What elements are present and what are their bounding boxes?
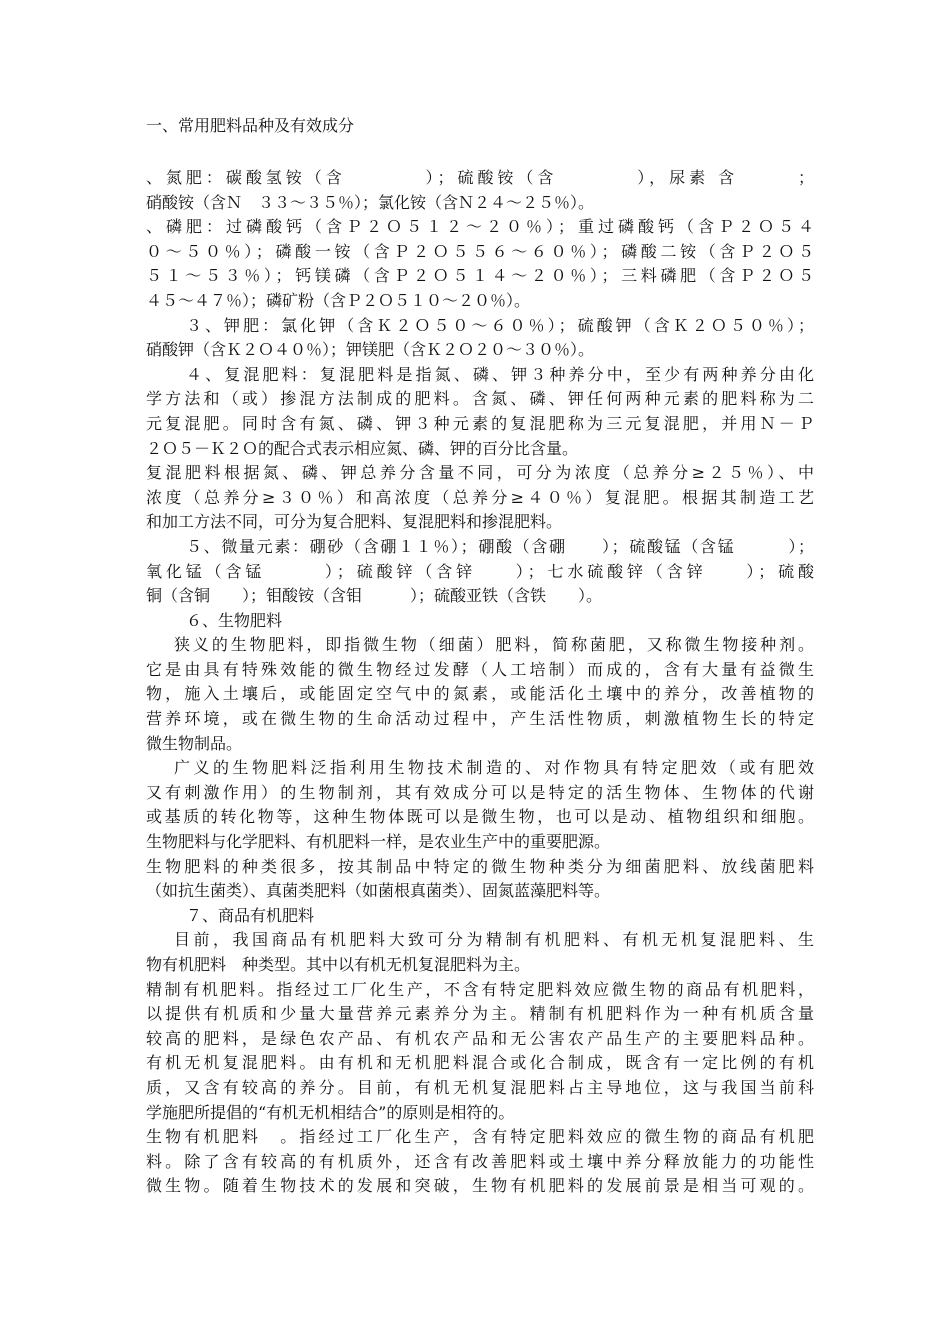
text-line: 以提供有机质和少量大量营养元素养分为主。精制有机肥料作为一种有机质含量	[146, 1004, 814, 1024]
text-line: 又有刺激作用）的生物制剂，其有效成分可以是特定的活生物体、生物体的代谢	[146, 782, 814, 802]
text-line: 复混肥料根据氮、磷、钾总养分含量不同，可分为浓度（总养分≥２５％）、中	[146, 463, 814, 483]
text-line: ５、微量元素：硼砂（含硼１１％）；硼酸（含硼 ）；硫酸锰（含锰 ）；	[186, 536, 814, 556]
text-line: 浓度（总养分≥３０％）和高浓度（总养分≥４０％）复混肥。根据其制造工艺	[146, 487, 814, 507]
text-line: 精制有机肥料。指经过工厂化生产，不含有特定肥料效应微生物的商品有机肥料，	[146, 979, 814, 999]
text-line: ５１～５３％）；钙镁磷（含Ｐ２Ｏ５１４～２０％）；三料磷肥（含Ｐ２Ｏ５	[146, 266, 814, 286]
text-line: 元复混肥。同时含有氮、磷、钾３种元素的复混肥称为三元复混肥，并用Ｎ－Ｐ	[146, 413, 814, 433]
text-line: 、氮肥：碳酸氢铵（含 ）；硫酸铵（含 ），尿素 含 ；	[146, 168, 814, 187]
text-line: 有机无机复混肥料。由有机和无机肥料混合或化合制成，既含有一定比例的有机	[146, 1053, 814, 1073]
text-line: 、磷肥：过磷酸钙（含Ｐ２Ｏ５１２～２０％）；重过磷酸钙（含Ｐ２Ｏ５４	[146, 217, 814, 237]
text-line: 学方法和（或）掺混方法制成的肥料。含氮、磷、钾任何两种元素的肥料称为二	[146, 389, 814, 409]
text-line: 生物有机肥料 。指经过工厂化生产，含有特定肥料效应的微生物的商品有机肥	[146, 1127, 814, 1147]
text-line: 狭义的生物肥料，即指微生物（细菌）肥料，简称菌肥，又称微生物接种剂。	[174, 635, 814, 655]
text-line: ４、复混肥料：复混肥料是指氮、磷、钾３种养分中，至少有两种养分由化	[186, 364, 814, 384]
text-line: 质，又含有较高的养分。目前，有机无机复混肥料占主导地位，这与我国当前科	[146, 1077, 814, 1097]
text-line: （如抗生菌类）、真菌类肥料（如菌根真菌类）、固氮蓝藻肥料等。	[146, 881, 611, 901]
text-line: ３、钾肥：氯化钾（含Ｋ２Ｏ５０～６０％）；硫酸钾（含Ｋ２Ｏ５０％）；	[186, 315, 814, 335]
document-title: 一、常用肥料品种及有效成分	[146, 116, 355, 135]
text-line: 和加工方法不同，可分为复合肥料、复混肥料和掺混肥料。	[146, 512, 563, 532]
text-line: 它是由具有特殊效能的微生物经过发酵（人工培制）而成的，含有大量有益微生	[146, 659, 814, 679]
text-line: 硝酸钾（含Ｋ２Ｏ４０％）；钾镁肥（含Ｋ２Ｏ２０～３０％）。	[146, 340, 595, 360]
text-line: 生物肥料与化学肥料、有机肥料一样，是农业生产中的重要肥源。	[146, 832, 611, 852]
text-line: ０～５０％）；磷酸一铵（含Ｐ２Ｏ５５６～６０％）；磷酸二铵（含Ｐ２Ｏ５	[146, 241, 814, 261]
text-line: 较高的肥料，是绿色农产品、有机农产品和无公害农产品生产的主要肥料品种。	[146, 1028, 814, 1048]
text-line: ２Ｏ５－Ｋ２Ｏ的配合式表示相应氮、磷、钾的百分比含量。	[146, 438, 579, 458]
text-line: 料。除了含有较高的有机质外，还含有改善肥料或土壤中养分释放能力的功能性	[146, 1151, 814, 1171]
text-line: 铜（含铜 ）；钼酸铵（含钼 ）；硫酸亚铁（含铁 ）。	[146, 586, 603, 606]
document-body	[146, 166, 814, 1199]
text-line: 营养环境，或在微生物的生命活动过程中，产生活性物质，刺激植物生长的特定	[146, 709, 814, 729]
text-line: 目前，我国商品有机肥料大致可分为精制有机肥料、有机无机复混肥料、生	[174, 930, 814, 950]
text-line: 氧化锰（含锰 ）；硫酸锌（含锌 ）；七水硫酸锌（含锌 ）；硫酸	[146, 561, 814, 581]
text-line: 物有机肥料 种类型。其中以有机无机复混肥料为主。	[146, 955, 531, 974]
text-line: 或基质的转化物等，这种生物体既可以是微生物，也可以是动、植物组织和细胞。	[146, 807, 814, 827]
text-line: 物，施入土壤后，或能固定空气中的氮素，或能活化土壤中的养分，改善植物的	[146, 684, 814, 704]
text-line: ４５～４７％）；磷矿粉（含Ｐ２Ｏ５１０～２０％）。	[146, 290, 531, 310]
text-line: 硝酸铵（含Ｎ ３３～３５％）；氯化铵（含Ｎ２４～２５％）。	[146, 192, 595, 212]
text-line: ６、生物肥料	[186, 610, 283, 630]
text-line: 学施肥所提倡的“有机无机相结合”的原则是相符的。	[146, 1102, 515, 1122]
text-line: 生物肥料的种类很多，按其制品中特定的微生物种类分为细菌肥料、放线菌肥料	[146, 856, 814, 876]
text-line: 微生物制品。	[146, 733, 243, 753]
text-line: 广义的生物肥料泛指利用生物技术制造的、对作物具有特定肥效（或有肥效	[174, 758, 814, 778]
text-line: 微生物。随着生物技术的发展和突破，生物有机肥料的发展前景是相当可观的。	[146, 1176, 814, 1196]
text-line: ７、商品有机肥料	[186, 905, 315, 925]
